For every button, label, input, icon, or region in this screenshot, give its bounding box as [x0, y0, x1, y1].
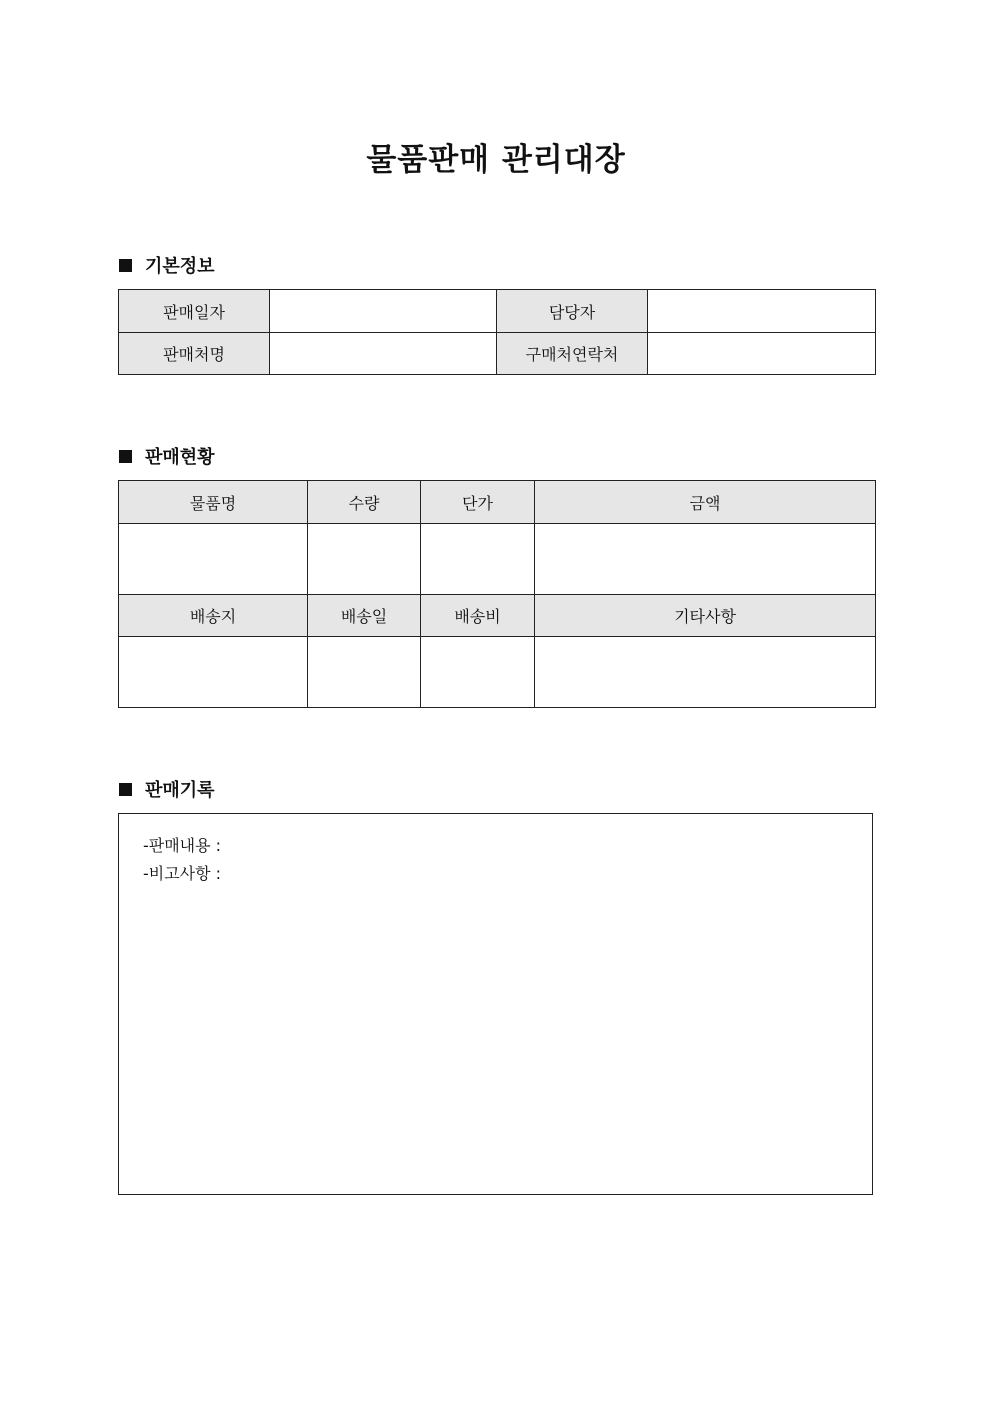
other-notes-field[interactable] [535, 637, 876, 708]
header-other-notes: 기타사항 [535, 595, 876, 637]
header-delivery-fee: 배송비 [421, 595, 535, 637]
delivery-address-field[interactable] [119, 637, 308, 708]
delivery-date-field[interactable] [308, 637, 421, 708]
header-delivery-address: 배송지 [119, 595, 308, 637]
sales-status-table [118, 480, 876, 708]
table-row [119, 481, 876, 524]
basic-info-table [118, 289, 876, 375]
square-bullet-icon [119, 783, 132, 796]
table-row [119, 333, 876, 375]
seller-name-field[interactable] [270, 333, 497, 375]
page-title: 물품판매 관리대장 [366, 142, 626, 178]
section-heading-basic [119, 253, 215, 277]
label-sale-date: 판매일자 [119, 290, 270, 333]
table-row [119, 290, 876, 333]
quantity-field[interactable] [308, 524, 421, 595]
header-unit-price: 단가 [421, 481, 535, 524]
label-seller-name: 판매처명 [119, 333, 270, 375]
record-line-content: -판매내용 : [143, 836, 222, 855]
header-delivery-date: 배송일 [308, 595, 421, 637]
unit-price-field[interactable] [421, 524, 535, 595]
table-row [119, 524, 876, 595]
table-row [119, 595, 876, 637]
section-heading-label: 판매기록 [145, 780, 215, 801]
delivery-fee-field[interactable] [421, 637, 535, 708]
section-heading-label: 기본정보 [145, 256, 215, 277]
sales-record-box[interactable] [118, 813, 873, 1195]
item-name-field[interactable] [119, 524, 308, 595]
manager-field[interactable] [648, 290, 876, 333]
header-amount: 금액 [535, 481, 876, 524]
buyer-contact-field[interactable] [648, 333, 876, 375]
section-heading-record [119, 777, 215, 801]
amount-field[interactable] [535, 524, 876, 595]
record-line-notes: -비고사항 : [143, 864, 222, 883]
square-bullet-icon [119, 259, 132, 272]
header-item-name: 물품명 [119, 481, 308, 524]
square-bullet-icon [119, 450, 132, 463]
label-manager: 담당자 [497, 290, 648, 333]
header-quantity: 수량 [308, 481, 421, 524]
table-row [119, 637, 876, 708]
section-heading-label: 판매현황 [145, 447, 215, 468]
section-heading-status [119, 444, 215, 468]
sale-date-field[interactable] [270, 290, 497, 333]
label-buyer-contact: 구매처연락처 [497, 333, 648, 375]
